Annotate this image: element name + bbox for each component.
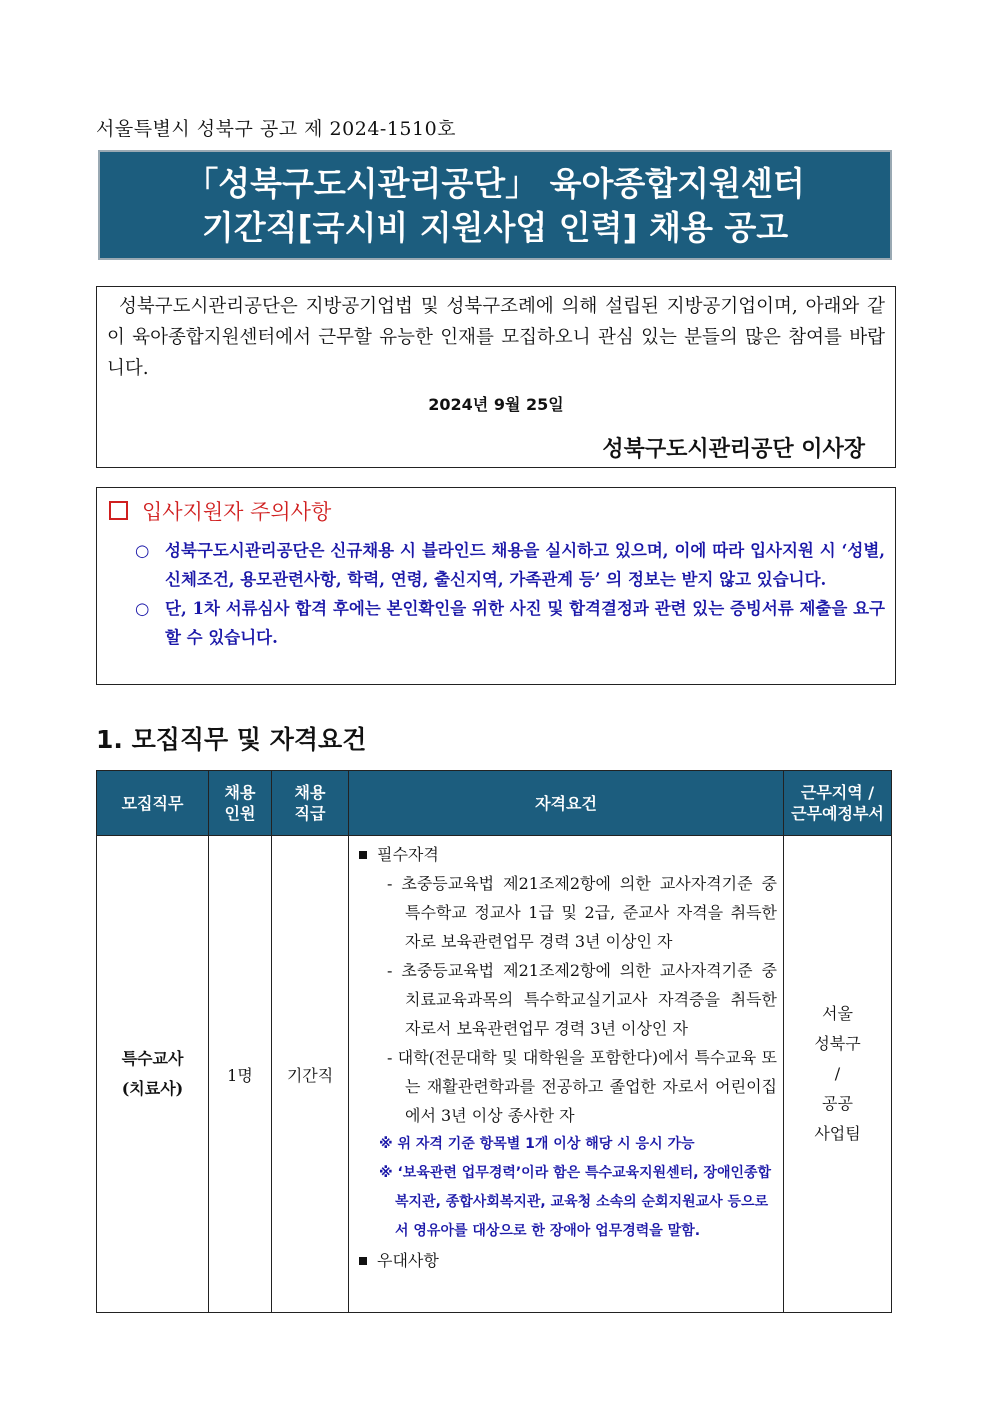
title-banner bbox=[98, 150, 892, 260]
caution-text-2: 단, 1차 서류심사 합격 후에는 본인확인을 위한 사진 및 합격결정과 관련 있는 증빙서류 제출을 요구할 수 있습니다. bbox=[165, 599, 885, 647]
location-line-3: / bbox=[834, 1064, 841, 1083]
note-2: ※ ‘보육관련 업무경력’이라 함은 특수교육지원센터, 장애인종합복지관, 종합사회복지관, 교육청 소속의 순회지원교사 등으로서 영유아를 대상으로 한 장애아 업무경력을 말함. bbox=[379, 1165, 772, 1239]
caution-item-1 bbox=[111, 536, 885, 594]
header-location bbox=[784, 771, 892, 836]
header-grade bbox=[272, 771, 349, 836]
square-bullet-icon bbox=[109, 501, 128, 520]
intro-text: 성북구도시관리공단은 지방공기업법 및 성북구조례에 의해 설립된 지방공기업이며, 아래와 같이 육아종합지원센터에서 근무할 유능한 인재를 모집하오니 관심 있는 분들의 많은 참여를 바랍니다. bbox=[107, 296, 885, 379]
caution-item-2 bbox=[111, 594, 885, 652]
required-item-3: - 대학(전문대학 및 대학원을 포함한다)에서 특수교육 또는 재활관련학과를 전공하고 졸업한 자로서 어린이집에서 3년 이상 종사한 자 bbox=[387, 1048, 777, 1125]
title-line-1: 「성북구도시관리공단」 육아종합지원센터 bbox=[185, 164, 805, 203]
job-table bbox=[96, 770, 892, 1313]
location-line-2: 성북구 bbox=[814, 1034, 861, 1053]
caution-box bbox=[96, 487, 896, 685]
section-title: 1. 모집직무 및 자격요건 bbox=[96, 725, 367, 754]
required-item-2: - 초중등교육법 제21조제2항에 의한 교사자격기준 중 치료교육과목의 특수학교실기교사 자격증을 취득한 자로서 보육관련업무 경력 3년 이상인 자 bbox=[387, 961, 777, 1038]
note-1: ※ 위 자격 기준 항목별 1개 이상 해당 시 응시 가능 bbox=[379, 1136, 695, 1152]
announcement-date: 2024년 9월 25일 bbox=[428, 395, 564, 414]
required-heading-text: 필수자격 bbox=[377, 845, 439, 864]
caution-title: 입사지원자 주의사항 bbox=[142, 500, 332, 524]
title-line-2: 기간직[국시비 지원사업 인력] 채용 공고 bbox=[201, 208, 789, 247]
table-header-row bbox=[97, 771, 892, 836]
header-count-line2: 인원 bbox=[224, 804, 256, 823]
required-heading bbox=[357, 840, 777, 869]
header-job: 모집직무 bbox=[97, 771, 209, 836]
header-count-line1: 채용 bbox=[224, 783, 256, 802]
preferred-heading bbox=[357, 1246, 777, 1275]
intro-box bbox=[96, 286, 896, 468]
circle-bullet-icon: ○ bbox=[135, 541, 150, 560]
location-line-5: 사업팀 bbox=[814, 1124, 861, 1143]
header-grade-line2: 직급 bbox=[294, 804, 326, 823]
header-grade-line1: 채용 bbox=[294, 783, 326, 802]
signature: 성북구도시관리공단 이사장 bbox=[602, 436, 865, 462]
job-name: 특수교사 bbox=[121, 1049, 184, 1068]
preferred-heading-text: 우대사항 bbox=[377, 1251, 439, 1270]
count-cell: 1명 bbox=[209, 836, 272, 1313]
job-subname: (치료사) bbox=[121, 1079, 184, 1098]
header-location-line2: 근무예정부서 bbox=[791, 804, 884, 823]
requirements-cell bbox=[349, 836, 784, 1313]
location-cell bbox=[784, 836, 892, 1313]
caution-text-1: 성북구도시관리공단은 신규채용 시 블라인드 채용을 실시하고 있으며, 이에 따라 입사지원 시 ‘성별, 신체조건, 용모관련사항, 학력, 연령, 출신지역, 가족관계 등’ 의 정보는 받지 않고 있습니다. bbox=[165, 541, 885, 589]
notice-number: 서울특별시 성북구 공고 제 2024-1510호 bbox=[96, 118, 457, 140]
square-bullet-icon bbox=[359, 851, 367, 859]
location-line-1: 서울 bbox=[822, 1004, 853, 1023]
header-location-line1: 근무지역 / bbox=[800, 783, 875, 802]
location-line-4: 공공 bbox=[822, 1094, 853, 1113]
square-bullet-icon bbox=[359, 1257, 367, 1265]
table-row bbox=[97, 836, 892, 1313]
header-count bbox=[209, 771, 272, 836]
circle-bullet-icon: ○ bbox=[135, 599, 150, 618]
grade-cell: 기간직 bbox=[272, 836, 349, 1313]
required-item-1: - 초중등교육법 제21조제2항에 의한 교사자격기준 중 특수학교 정교사 1급 및 2급, 준교사 자격을 취득한 자로 보육관련업무 경력 3년 이상인 자 bbox=[387, 874, 777, 951]
header-requirements: 자격요건 bbox=[349, 771, 784, 836]
caution-heading bbox=[107, 496, 885, 526]
job-cell bbox=[97, 836, 209, 1313]
